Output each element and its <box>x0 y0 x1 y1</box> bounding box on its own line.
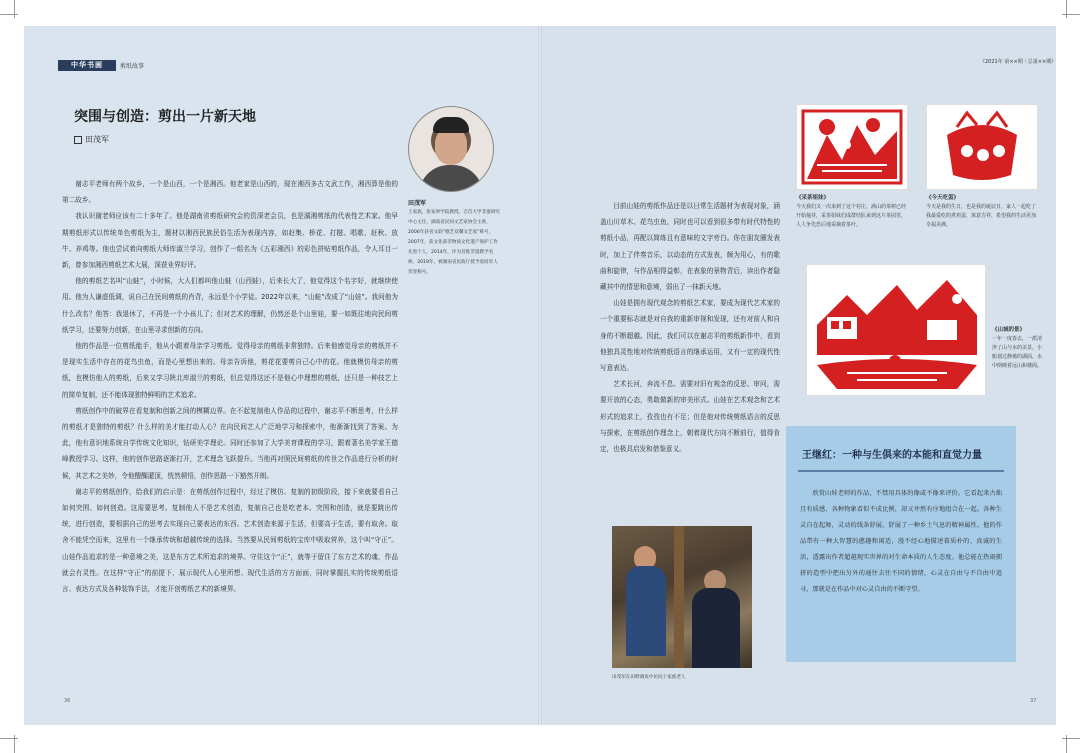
paragraph: 谢志平的剪纸创作，给我们的启示是：在剪纸创作过程中，经过了模仿、复制的初级阶段，接下来就要看自己如何突围、如何创造。这需要思考。复制他人不是艺术创造，复制自己也是吃老本。突围和创造，就是要跳出传统，进行创造，要根据自己的思考去实现自己要表达的东西。艺术创造来源于生活，但要高于生活，要有取舍。取舍不能凭空而来，这里有一个继承传统和超越传统的选择。当然要从民间剪纸的宝库中吸取营养，这个叫“守正”。山娃作品追求的是一种意境之美，这是东方艺术所追求的境界。守住这个“正”，就等于留住了东方艺术的魂，作品就会有灵性。在这样“守正”的前提下，展示现代人心里所想、现代生活的方方面面，同时掌握扎实的传统剪纸语言、表达方式及各种装饰手法，才能开创剪纸艺术的新境界。 <box>62 487 398 594</box>
paragraph: 目前山娃的剪纸作品还是以日常生活题材为表现对象，涵盖山川草木、花鸟虫鱼，同时也可以看到很多带有时代特性的剪纸小品，再配以简练且有意味的文字旁白。你在朋友圈发表时，加上了伴奏音乐，以动态的方式发表，颇为用心，有的歌曲和旋律，与作品相得益彰，在表象的景物背后，读出作者隐藏其中的情思和意境，弱出了一抹新天地。 <box>600 202 780 292</box>
article-author <box>74 134 109 145</box>
crop-mark <box>1066 0 1067 18</box>
sidebar-divider <box>798 470 1004 472</box>
paragraph: 艺术长河，奔流不息。需要对旧有观念的反思、审问，需要开放的心态，勇敢做新的审美形式。山娃在艺术观念和艺术形式的追求上，孜孜也有不足；但是他对传统剪纸语言的反思与探索，在剪纸创作理念上，朝着现代方向不断前行，值得肯定，也极具启发和借鉴意义。 <box>600 380 780 454</box>
sidebar-box <box>786 426 1016 662</box>
paragraph: 他的剪纸艺名叫“山蛙”，小时候，大人们都叫他山蛙（山西蛙），后来长大了，他觉得这个名字好，就继续使用。他为人谦虚低调，说自己在民间剪纸的肖背，永远是个小学徒。2022年以来，“山蛙”改成了“山娃”。我问他为什么改名？他答：我退休了，不再是一个小孩儿了；但对艺术的理解，仍然还是个山里娃，要一如既往地向民间剪纸学习，还要努力创新，在山里寻求创新的方向。 <box>62 277 398 334</box>
paragraph: 我认识谢老师应该有二十多年了。他是湖南省剪纸研究会的资深老会员，也是湖湘剪纸的代表性艺术家。他早期剪纸形式以传统单色剪纸为主，题材以湘西民族民俗生活为表现内容，如赶集、桥花、打糍、唱歌、赶秋、放牛、养鸡等。他也尝试着向剪纸大师库淑兰学习，创作了一组名为《五彩湘西》的彩色拼贴剪纸作品，令人耳目一新，曾参加湘西剪纸艺术大展，深获业界好评。 <box>62 212 398 270</box>
artwork-title: 《今天吃蛋》 <box>926 195 960 201</box>
right-page <box>540 26 1056 725</box>
artwork-caption: 一年一度春去，一派清净了山与水的美景，小船划过静谧的湖面，水中倒映着远山和楼阁。 <box>992 336 1043 369</box>
issue-label: 《2021年 第××期｜总第××期》 <box>980 59 1056 65</box>
papercut-tea-sisters <box>796 104 908 190</box>
crop-mark <box>0 738 18 739</box>
sidebar-text: 欣赏山娃老师的作品，不禁用具体的像或不像来评价。它看起来古拙且有质感，各种物象看似不成比例，却又井然有序地组合在一起。各种生灵自在起舞，灵动的线条舒展，舒展了一种乡土气息的精神属性。他的作品带有一种大智慧的憨趣和闲适，漫不经心地描述着质朴的、真诚的生活，透露出作者超越现实世界的对生命本质的人生态度。他总能在热闹拥挤的造型中把出另外的通往去往不同的情绪，心灵在自由与不自由中追寻，那就是在作品中对心灵自由的不断守望。 <box>800 490 1002 593</box>
paragraph: 山娃是拥有现代观念的剪纸艺术家，要成为现代艺术家的一个重要标志就是对自我的重新审视和发现，还有对前人和自身的不断超越。因此，我们可以在谢志平的剪纸新作中，看到他独具灵性地对传统剪纸语言的继承运用，又有一定的现代性写意表达。 <box>600 299 780 373</box>
magazine-spread <box>24 26 1056 725</box>
crop-mark <box>1066 735 1067 753</box>
sidebar-title: 王继红：一种与生俱来的本能和直觉力量 <box>802 450 982 461</box>
article-title: 突围与创造：剪出一片新天地 <box>74 109 256 125</box>
caption-mountain-town <box>992 326 1042 371</box>
author-name: 田茂军 <box>85 135 109 144</box>
page-number-right: 37 <box>1030 698 1037 704</box>
magazine-logo: 中华书画 <box>58 60 116 71</box>
papercut-mountain-town-image <box>807 265 985 395</box>
spine-gutter <box>538 26 542 725</box>
artwork-caption: 今天我们又一次来到了这个村庄，满山的茶树已经开始抽芽，采茶姐妹们成群结队来到这片茶园里，人人争先恐后地采摘着茶叶。 <box>796 204 907 228</box>
paragraph: 他的作品是一位剪纸能手，他从小跟着母亲学习剪纸。觉得母亲的剪纸非常独特。后来他感觉母亲的剪纸并不是现实生活中存在的花鸟虫鱼，而是心里想出来的。母亲告诉他，剪花花要剪自己心中的花。他就模仿母亲的剪纸，也模仿他人的剪纸，后来又学习陕北库淑兰的剪纸，但总觉得这还不是他心中理想的剪纸，还只是一种技艺上的简单复制，还不能体现独特鲜明的艺术追求。 <box>62 342 398 399</box>
paragraph: 谢志平老师有两个故乡，一个是山西，一个是湘西。他老家是山西的，现在湘西多古文武工作，湘西算是他的第二故乡。 <box>62 180 398 205</box>
caption-eat-eggs <box>926 194 1036 230</box>
author-bio-name: 田茂军 <box>408 200 427 207</box>
article-body-right <box>600 198 780 564</box>
artwork-title: 《山城的景》 <box>992 327 1026 333</box>
crop-mark <box>0 14 18 15</box>
crop-mark <box>14 735 15 753</box>
crop-mark <box>1062 14 1080 15</box>
crop-mark <box>14 0 15 18</box>
author-portrait <box>408 106 494 192</box>
artwork-title: 《采茶姐妹》 <box>796 195 830 201</box>
papercut-eat-eggs <box>926 104 1038 190</box>
author-bio: 土家族，张家界学院教授，吉首大学非遗研究中心主任，湖南省民间文艺家协会主席，2006年获省文联“德艺双馨文艺家”称号，2007年，获文化部非物质文化遗产保护工作先进个人，2014年，评为首批非遗教学名师，2019年，被湖南省民政厅授予退役军人荣誉称号。 <box>408 210 500 275</box>
photo-caption: 田茂军在田野调查中访问土家族老人 <box>612 675 686 680</box>
paragraph: 剪纸创作中的破界在看复制和创新之间的模糊边界。在不起复制他人作品的过程中，谢志平不断思考，什么样的剪纸才是独特的剪纸？什么样的美才能打动人心？在向民间艺人广泛地学习和探索中，他渐渐找到了答案。为此，他有意识地系统自学传统文化知识，钻研美学理论。同时还参加了大学美育课程的学习，跟着著名美学家王德峰教授学习。这样，他的创作思路逐渐打开，艺术理念飞跃提升。当他再对照民间剪纸的传世之作品进行分析的时候，其艺术之美妙，令他醍醐灌顶，恍然顿悟，创作思路一下豁然开朗。 <box>62 406 398 480</box>
papercut-mountain-town <box>806 264 986 396</box>
crop-mark <box>1062 738 1080 739</box>
page-number-left: 36 <box>64 698 71 704</box>
article-body-left <box>62 176 398 686</box>
artwork-caption: 今天是我的生日，也是我的诞辰日，家人一起吃了我最爱吃的煮鸡蛋，寓意吉祥，希望我的生活更加幸福美满。 <box>926 204 1037 228</box>
column-label: 剪纸故事 <box>120 63 145 70</box>
fieldwork-photo <box>612 526 752 668</box>
left-page <box>24 26 540 725</box>
papercut-eat-eggs-image <box>927 105 1037 189</box>
caption-tea-sisters <box>796 194 906 230</box>
papercut-tea-sisters-image <box>797 105 907 189</box>
